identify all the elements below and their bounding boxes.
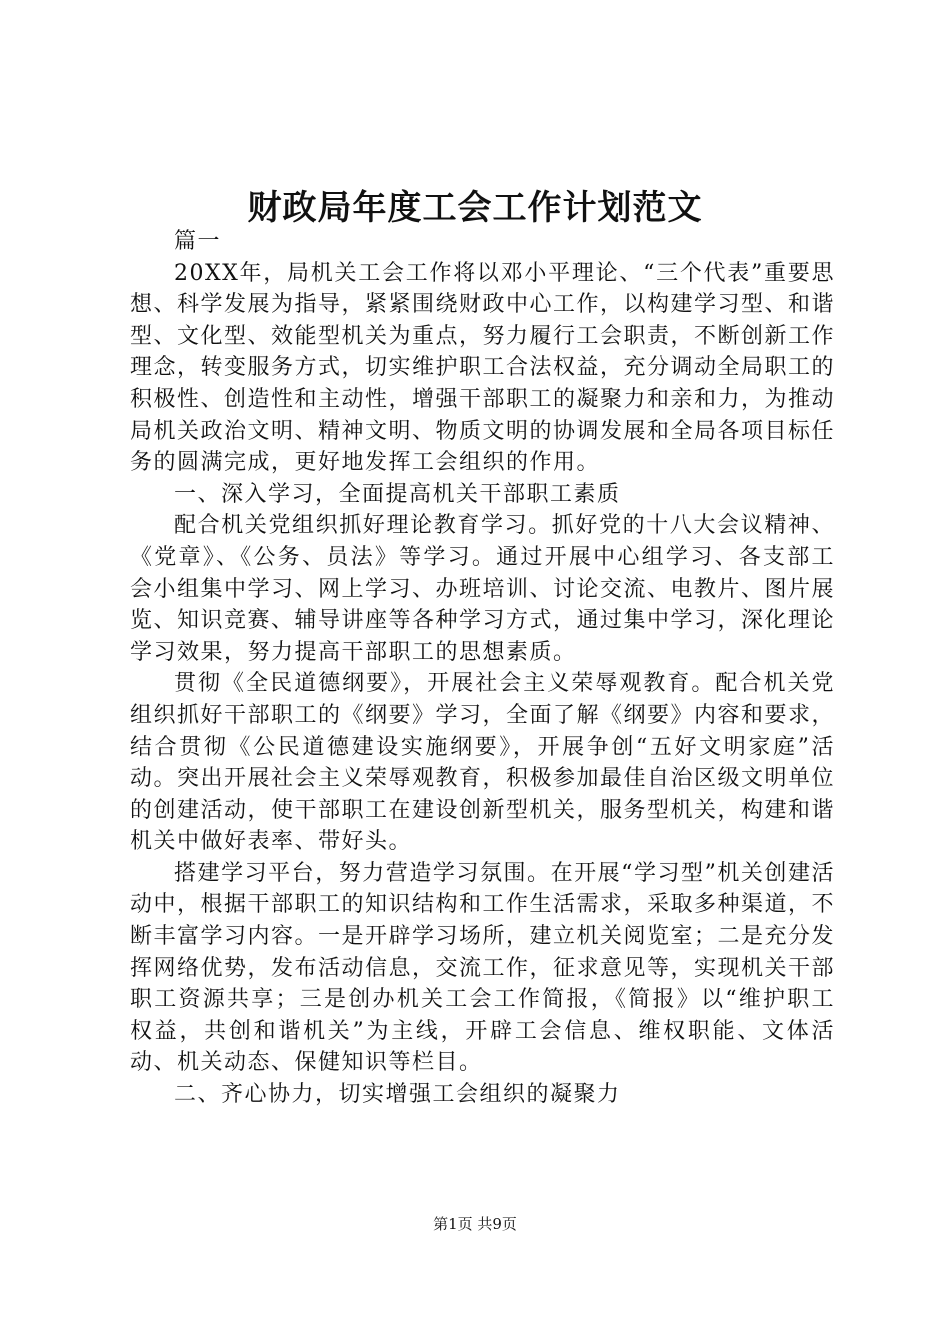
section-label: 篇一 xyxy=(174,229,222,254)
paragraph-learning-platform: 搭建学习平台，努力营造学习氛围。在开展“学习型”机关创建活动中，根据干部职工的知识结构和工作生活需求，采取多种渠道，不断丰富学习内容。一是开辟学习场所，建立机关阅览室；二是充分发挥网络优势，发布活动信息，交流工作，征求意见等，实现机关干部职工资源共享；三是创办机关工会工作简报，《简报》以“维护职工权益，共创和谐机关”为主线，开辟工会信息、维权职能、文体活动、机关动态、保健知识等栏目。 xyxy=(130,860,836,1076)
intro-paragraph: 20XX年，局机关工会工作将以邓小平理论、“三个代表”重要思想、科学发展为指导，紧紧围绕财政中心工作，以构建学习型、和谐型、文化型、效能型机关为重点，努力履行工会职责，不断创新工作理念，转变服务方式，切实维护职工合法权益，充分调动全局职工的积极性、创造性和主动性，增强干部职工的凝聚力和亲和力，为推动局机关政治文明、精神文明、物质文明的协调发展和全局各项目标任务的圆满完成，更好地发挥工会组织的作用。 xyxy=(130,260,836,476)
section-heading-two: 二、齐心协力，切实增强工会组织的凝聚力 xyxy=(174,1082,621,1108)
page-number: 第1页 xyxy=(433,1215,473,1233)
document-body xyxy=(130,226,835,1111)
paragraph-moral-outline: 贯彻《全民道德纲要》，开展社会主义荣辱观教育。配合机关党组织抓好干部职工的《纲要》学习，全面了解《纲要》内容和要求，结合贯彻《公民道德建设实施纲要》，开展争创“五好文明家庭”活动。突出开展社会主义荣辱观教育，积极参加最佳自治区级文明单位的创建活动，使干部职工在建设创新型机关，服务型机关，构建和谐机关中做好表率、带好头。 xyxy=(130,671,836,855)
section-heading-one: 一、深入学习，全面提高机关干部职工素质 xyxy=(174,481,621,507)
page-total: 共9页 xyxy=(477,1215,517,1233)
paragraph-theory-study: 配合机关党组织抓好理论教育学习。抓好党的十八大会议精神、《党章》、《公务、员法》等学习。通过开展中心组学习、各支部工会小组集中学习、网上学习、办班培训、讨论交流、电教片、图片展览、知识竞赛、辅导讲座等各种学习方式，通过集中学习，深化理论学习效果，努力提高干部职工的思想素质。 xyxy=(130,513,836,665)
document-title: 财政局年度工会工作计划范文 xyxy=(247,188,703,228)
page-footer xyxy=(0,1213,950,1235)
